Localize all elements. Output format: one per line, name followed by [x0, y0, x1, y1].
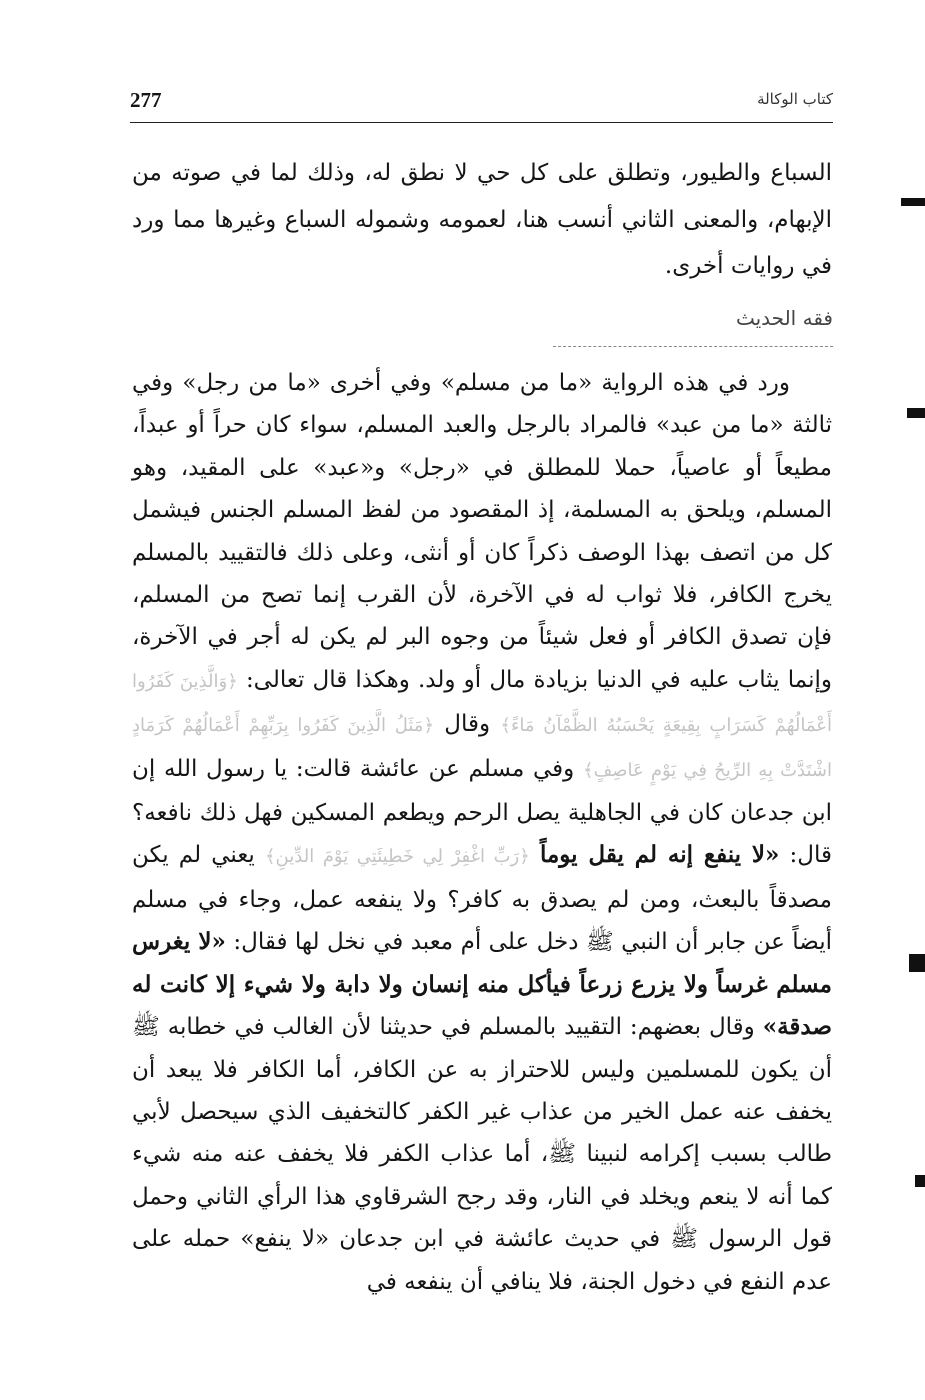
hadith-quote: «لا يغرس مسلم غرساً ولا يزرع زرعاً فيأكل منه إنسان ولا دابة ولا شيء إلا كانت له صدقة» — [132, 928, 833, 1041]
scan-edge-mark — [901, 198, 925, 206]
hadith-quote: «لا ينفع إنه لم يقل يوماً — [539, 841, 780, 869]
text-segment: يعني لم يكن مصدقاً بالبعث، ومن لم يصدق به كافر؟ ولا ينفعه عمل، وجاء في مسلم أيضاً عن جابر أن النبي ﷺ دخل على أم معبد في نخل لها فقال: — [132, 842, 833, 956]
paragraph — [132, 362, 832, 1303]
quran-verse: ﴿وَالَّذِينَ كَفَرُوا أَعْمَالُهُمْ كَسَرَابٍ بِقِيعَةٍ يَحْسَبُهُ الظَّمْآنُ مَاءً﴾ — [132, 670, 832, 737]
scan-edge-mark — [909, 954, 925, 972]
text-segment: وقال — [444, 711, 491, 738]
page-number: 277 — [130, 88, 162, 112]
book-title: كتاب الوكالة — [757, 90, 833, 108]
text-segment: وفي مسلم عن عائشة قالت: يا رسول الله إن ابن جدعان كان في الجاهلية يصل الرحم ويطعم المسكين فهل ذلك نافعه؟ قال: — [132, 755, 833, 869]
paragraph-text: السباع والطيور، وتطلق على كل حي لا نطق له، وذلك لما في صوته من الإبهام، والمعنى الثاني أنسب هنا، لعمومه وشموله السباع وغيرها مما ورد في روايات أخرى. — [132, 160, 832, 279]
section-heading: فقه الحديث — [553, 306, 833, 347]
scan-edge-mark — [907, 408, 925, 418]
main-paragraph — [132, 362, 832, 1303]
quran-verse: ﴿رَبِّ اغْفِرْ لِي خَطِيئَتِي يَوْمَ الدِّينِ﴾ — [265, 846, 530, 868]
running-header — [130, 88, 833, 123]
text-segment: وقال بعضهم: التقييد بالمسلم في حديثنا لأن الغالب في خطابه ﷺ أن يكون للمسلمين وليس للاحتراز به عن الكافر، أما الكافر فلا يبعد أن يخفف عنه عمل الخير من عذاب غير الكفر كالتخفيف الذي سيحصل لأبي طالب بسبب إكرامه لنبينا ﷺ، أما عذاب الكفر فلا يخفف عنه منه شيء كما أنه لا ينعم ويخلد في النار، وقد رجح الشرقاوي هذا الرأي الثاني وحمل قول الرسول ﷺ في حديث عائشة في ابن جدعان «لا ينفع» حمله على عدم النفع في دخول الجنة، فلا ينافي أن ينفعه في — [132, 1014, 832, 1295]
text-segment: ورد في هذه الرواية «ما من مسلم» وفي أخرى «ما من رجل» وفي ثالثة «ما من عبد» فالمراد بالرجل والعبد المسلم، سواء كان حراً أو عبداً، مطيعاً أو عاصياً، حملا للمطلق في «رجل» و«عبد» على المقيد، وهو المسلم، ويلحق به المسلمة، إذ المقصود من لفظ المسلم الجنس فيشمل كل من اتصف بهذا الوصف ذكراً كان أو أنثى، وعلى ذلك فالتقييد بالمسلم يخرج الكافر، فلا ثواب له في الآخرة، لأن القرب إنما تصح من المسلم، فإن تصدق الكافر أو فعل شيئاً من وجوه البر لم يكن له أجر في الآخرة، وإنما يثاب عليه في الدنيا بزيادة مال أو ولد. وهكذا قال تعالى: — [132, 370, 832, 693]
paragraph-continuation — [132, 150, 832, 290]
quran-verse: ﴿مَثَلُ الَّذِينَ كَفَرُوا بِرَبِّهِمْ أَعْمَالُهُمْ كَرَمَادٍ اشْتَدَّتْ بِهِ الرِّيحُ فِي يَوْمٍ عَاصِفٍ﴾ — [132, 715, 832, 781]
scan-edge-mark — [915, 1175, 925, 1187]
